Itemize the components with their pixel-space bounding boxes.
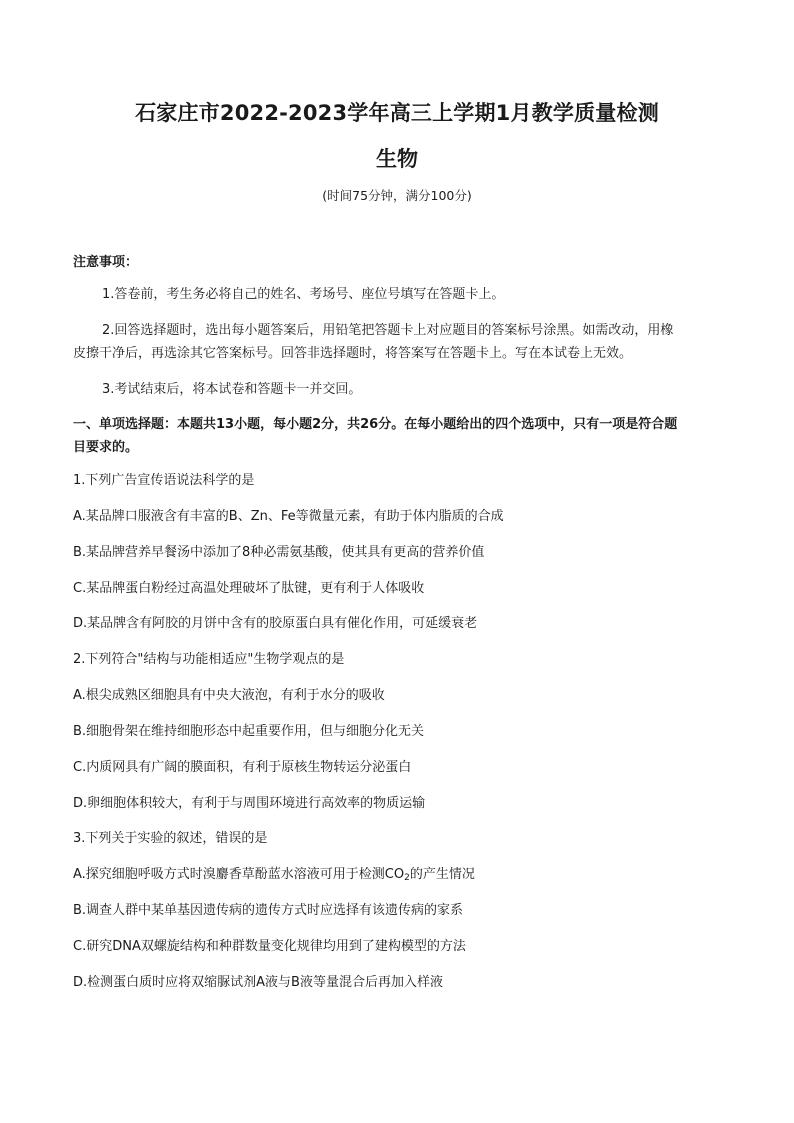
subject-title: 生物	[376, 147, 418, 171]
question-3-stem: 3.下列关于实验的叙述，错误的是	[73, 831, 268, 846]
question-2-option-d: D.卵细胞体积较大，有利于与周围环境进行高效率的物质运输	[73, 796, 426, 811]
question-2-option-b: B.细胞骨架在维持细胞形态中起重要作用，但与细胞分化无关	[73, 724, 425, 739]
question-2-stem: 2.下列符合"结构与功能相适应"生物学观点的是	[73, 652, 345, 667]
time-note: (时间75分钟，满分100分)	[322, 188, 472, 203]
exam-title: 石家庄市2022-2023学年高三上学期1月教学质量检测	[135, 101, 659, 125]
question-2-option-c: C.内质网具有广阔的膜面积，有利于原核生物转运分泌蛋白	[73, 760, 412, 775]
note-item-3: 3.考试结束后，将本试卷和答题卡一并交回。	[102, 382, 362, 397]
question-1-stem: 1.下列广告宣传语说法科学的是	[73, 473, 255, 488]
option-a-text-tail: 的产生情况	[409, 867, 475, 882]
question-1-option-d: D.某品牌含有阿胶的月饼中含有的胶原蛋白具有催化作用，可延缓衰老	[73, 616, 478, 631]
section-heading-line-1: 一、单项选择题：本题共13小题，每小题2分，共26分。在每小题给出的四个选项中，只有一项是符合题	[73, 417, 678, 432]
notes-heading: 注意事项：	[73, 255, 139, 270]
section-heading-line-2: 目要求的。	[73, 440, 139, 455]
question-3-option-a	[73, 866, 475, 884]
question-3-option-c: C.研究DNA双螺旋结构和种群数量变化规律均用到了建构模型的方法	[73, 939, 466, 954]
question-3-option-b: B.调查人群中某单基因遗传病的遗传方式时应选择有该遗传病的家系	[73, 903, 464, 918]
question-1-option-c: C.某品牌蛋白粉经过高温处理破坏了肽键，更有利于人体吸收	[73, 581, 425, 596]
question-2-option-a: A.根尖成熟区细胞具有中央大液泡，有利于水分的吸收	[73, 688, 385, 703]
option-a-text: A.探究细胞呼吸方式时溴麝香草酚蓝水溶液可用于检测CO	[73, 867, 405, 882]
question-1-option-b: B.某品牌营养早餐汤中添加了8种必需氨基酸，使其具有更高的营养价值	[73, 545, 485, 560]
question-3-option-d: D.检测蛋白质时应将双缩脲试剂A液与B液等量混合后再加入样液	[73, 975, 443, 990]
note-item-2-line-1: 2.回答选择题时，选出每小题答案后，用铅笔把答题卡上对应题目的答案标号涂黑。如需改动，用橡	[102, 323, 674, 338]
note-item-2-line-2: 皮擦干净后，再选涂其它答案标号。回答非选择题时，将答案写在答题卡上。写在本试卷上无效。	[73, 346, 633, 361]
note-item-1: 1.答卷前，考生务必将自己的姓名、考场号、座位号填写在答题卡上。	[102, 287, 505, 302]
question-1-option-a: A.某品牌口服液含有丰富的B、Zn、Fe等微量元素，有助于体内脂质的合成	[73, 509, 504, 524]
co2-subscript: 2	[404, 873, 410, 883]
